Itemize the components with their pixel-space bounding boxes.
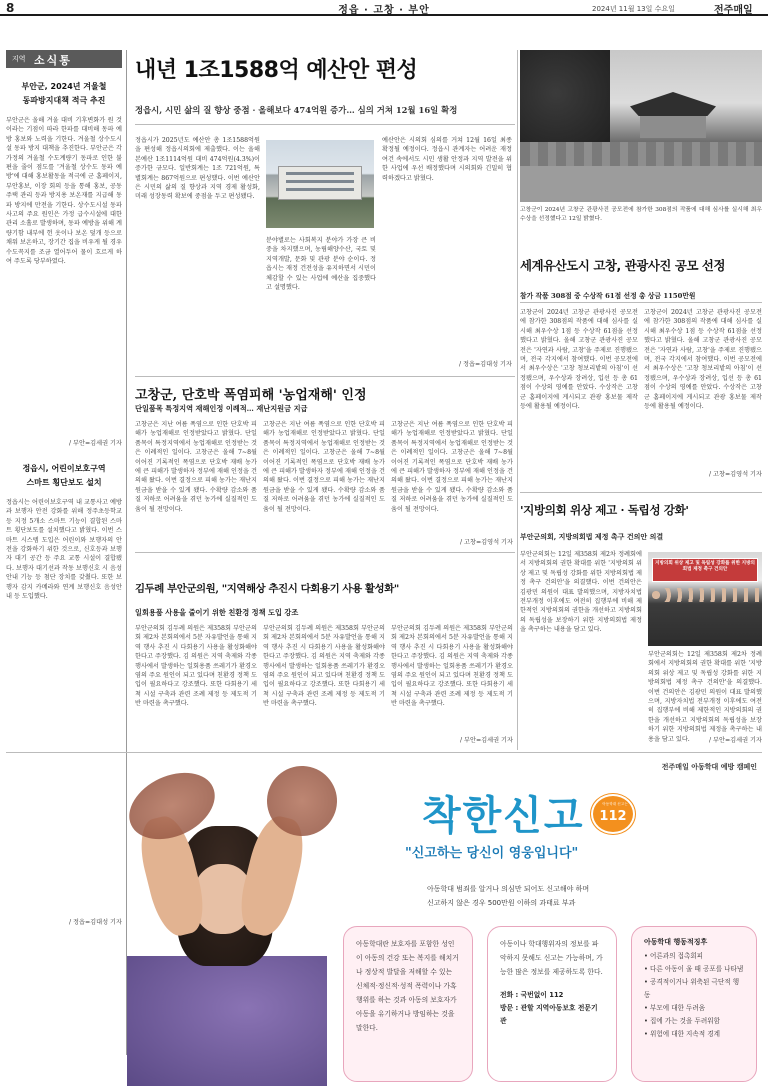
ad-signs-title: 아동학대 행동적징후: [644, 938, 708, 946]
ad-definition-text: 아동학대란 보호자를 포함한 성인이 아동의 건강 또는 복지를 해치거나 정상적 발달을 저해할 수 있는 신체적·정신적·성적 폭력이나 가혹행위를 하는 것과 아동의 보호자가 아동을 유기하거나 방임하는 것을 말한다.: [356, 940, 459, 1032]
list-item: • 공격적이거나 위축된 극단적 행동: [644, 978, 740, 999]
disaster-subhead: 단일품목 특정지역 재해인정 이례적… 재난지원금 지급: [135, 404, 308, 413]
ad-slogan: "신고하는 당신이 영웅입니다": [405, 846, 579, 861]
ad-report-visit: 방문 : 관할 지역아동보호 전문기관: [500, 1004, 598, 1025]
sidebar-story2-headline: 정읍시, 어린이보호구역 스마트 횡단보도 설치: [22, 464, 106, 487]
tourism-divider: [520, 302, 762, 303]
kim-subhead: 일회용품 사용을 줄이기 위한 친환경 정책 도입 강조: [135, 608, 299, 617]
ad-desc-line1: 아동학대 범죄를 알거나 의심만 되어도 신고해야 하며: [427, 885, 590, 893]
lead-body-right: 예산안은 시의회 심의를 거쳐 12월 16일 최종 확정될 예정이다. 정읍시 관계자는 어려운 재정 여건 속에서도 시민 생활 안정과 지역 발전을 위한 사업에 우선 배정했다며 시의회와 긴밀히 협력하겠다고 밝혔다.: [382, 137, 512, 182]
photo-caption: 고창군이 2024년 고창군 관광사진 공모전에 참가한 308점의 작품에 대해 심사를 실시해 최우수상을 선정했다고 12일 밝혔다.: [520, 207, 762, 222]
council-photo-banner: 지방의회 위상 제고 및 독립성 강화를 위한 지방의회법 제정 촉구 건의안: [655, 561, 755, 573]
sidebar-title: 소식통: [34, 54, 72, 67]
ad-info-box-report: [487, 926, 617, 1082]
ad-badge-caption: 아동학대 신고는: [602, 802, 628, 806]
kim-body-col3: 부안군의회 김두례 의원은 제358회 부안군의회 제2차 본회의에서 5분 자유발언을 통해 지역 행사 추진 시 다회용기 사용을 활성화해야 한다고 주장했다. 김 의원은 지역 축제와 각종 행사에서 발생하는 일회용품 쓰레기가 환경오염의 주요 원인이 되고 있다며 친환경 정책 도입이 필요하다고 강조했다. 또한 다회용기 세척 시설 구축과 관련 조례 제정 등 제도적 기반 마련을 촉구했다.: [391, 625, 513, 708]
tourism-byline: / 고창=김영석 기자: [708, 471, 762, 478]
sidebar-story1-body: 부안군은 올해 겨울 대비 기후변화가 원 것이라는 기점이 따라 한파를 대비해 동파 예방 홍보와 노력을 기한다. 겨울철 상수도시설 동파 방지 대책을 추진한다. 부안군은 각 가정의 겨울철 수도계량기 동파로 인한 불편을 줄이 점도를 '겨울철 상수도 동파 예방'에 대해 홍보활동을 적극에 군 홈페이지, 부안홍보, 이장 회의 등을 통해 홍보, 공동주택 관리 등과 방지용 보온재를 지급해 동파 방지에 만전을 기한다. 상수도시설 동파 사고의 주요 원인은 가정 급수시설에 대한 관리 소홀로 발생하며, 동파 예방을 위해 계량기함 내부에 헌 옷이나 보온 덮개 등으로 채워 보온하고, 장기간 집을 비우게 될 경우 수도꼭지를 조금 열어두어 물이 흐르게 하여 주도록 당부하였다.: [6, 117, 122, 266]
ad-campaign-label: 전주매일 아동학대 예방 캠페인: [661, 763, 757, 771]
list-item: • 위험에 대한 지속적 경계: [644, 1030, 720, 1038]
lead-byline: / 정읍=김대성 기자: [458, 361, 512, 368]
mid-column-divider: [517, 50, 518, 750]
ad-report-phone: 전화 : 국번없이 112: [500, 991, 564, 999]
ad-badge-number: 112: [599, 809, 627, 824]
lead-divider: [135, 124, 515, 125]
issue-date: 2024년 11월 13일 수요일: [592, 5, 675, 13]
tourism-body-right: 고창군이 2024년 고창군 관광사진 공모전에 참가한 308점의 작품에 대해 심사를 실시해 최우수상 1점 등 수상작 61점을 선정했다고 밝혔다. 올해 고창군 관광사진 공모전은 '자연과 사람, 고창'을 주제로 진행됐으며, 전국 각지에서 참여했다. 이번 공모전에서 최우수상은 '고창 청보리밭의 아침'이 선정됐으며, 우수상과 장려상, 입선 등 총 61점이 수상의 영예를 안았다. 수상작은 고창군 홈페이지에 게시되고 관광 홍보물 제작 등에 활용될 예정이다.: [644, 309, 762, 411]
lead-body-left: 정읍시가 2025년도 예산안 총 1조1588억원을 편성해 정읍시의회에 제출했다. 이는 올해 본예산 1조1114억원 대비 474억원(4.3%)이 증가한 규모다. 일반회계는 1조 721억원, 특별회계는 867억원으로 편성했다. 이번 예산안은 시민의 삶의 질 향상과 지역 경제 활성화, 미래 성장동력 확보에 중점을 두고 편성됐다.: [135, 137, 260, 201]
ad-signs-list: [644, 950, 744, 1041]
ad-desc-line2: 신고하지 않은 경우 500만원 이하의 과태료 부과: [427, 899, 576, 907]
ad-info-box-definition: [343, 926, 473, 1082]
ad-logo-text: 착한신고: [422, 793, 585, 839]
sidebar-story1-byline: / 부안=김세권 기자: [68, 440, 122, 447]
lead-headline: 내년 1조1588억 예산안 편성: [135, 58, 418, 83]
council-headline: '지방의회 위상 제고 · 독립성 강화': [520, 503, 689, 517]
lead-subhead: 정읍시, 시민 삶의 질 향상 중점 · 올해보다 474억원 증가… 심의 거쳐 12월 16일 확정: [135, 105, 458, 115]
sidebar-story1-headline: 부안군, 2024년 겨울철 동파방지대책 적극 추진: [21, 82, 107, 105]
council-body-right: 부안군의회는 12일 제358회 제2차 정례회에서 지방의회의 권한 확대를 위한 '지방의회 위상 제고 및 독립성 강화를 위한 지방의회법 제정 촉구 건의안'을 의결했다. 이번 건의안은 김광민 의원이 대표 발의했으며, 지방자치법 전부개정 이후에도 여전히 집행부에 비해 제한적인 지방의회의 권한을 개선하고 지방의회의 독립성을 보장하기 위한 지방의회법 제정을 촉구하는 내용을 담고 있다.: [648, 651, 762, 743]
sidebar-tag: 지역: [12, 55, 26, 63]
ad-photo-woman: [127, 756, 327, 1082]
list-item: • 다른 아동이 울 때 공포를 나타냄: [644, 965, 744, 973]
list-item: • 어른과의 접촉회피: [644, 952, 704, 960]
tourism-body-left: 고창군이 2024년 고창군 관광사진 공모전에 참가한 308점의 작품에 대해 심사를 실시해 최우수상 1점 등 수상작 61점을 선정했다고 밝혔다. 올해 고창군 관광사진 공모전은 '자연과 사람, 고창'을 주제로 진행됐으며, 전국 각지에서 참여했다. 이번 공모전에서 최우수상은 '고창 청보리밭의 아침'이 선정됐으며, 우수상과 장려상, 입선 등 총 61점이 수상의 영예를 안았다. 수상작은 고창군 홈페이지에 게시되고 관광 홍보물 제작 등에 활용될 예정이다.: [520, 309, 638, 411]
ad-112-badge: [591, 794, 635, 834]
kim-body-col1: 부안군의회 김두례 의원은 제358회 부안군의회 제2차 본회의에서 5분 자유발언을 통해 지역 행사 추진 시 다회용기 사용을 활성화해야 한다고 주장했다. 김 의원은 지역 축제와 각종 행사에서 발생하는 일회용품 쓰레기가 환경오염의 주요 원인이 되고 있다며 친환경 정책 도입이 필요하다고 강조했다. 또한 다회용기 세척 시설 구축과 관련 조례 제정 등 제도적 기반 마련을 촉구했다.: [135, 625, 257, 708]
sidebar-story2-byline: / 정읍=김대성 기자: [68, 919, 122, 926]
ad-top-divider: [6, 752, 762, 753]
sidebar-tag-bar: [6, 50, 122, 68]
disaster-body-col3: 고창군은 지난 여름 폭염으로 인한 단호박 피해가 농업재해로 인정받았다고 밝혔다. 단일품목이 특정지역에서 농업재해로 인정받는 것은 이례적인 일이다. 고창군은 올해 7~8월 이어진 기록적인 폭염으로 단호박 재배 농가에 큰 피해가 발생하자 정부에 재해 인정을 건의해 왔다. 이번 결정으로 피해 농가는 재난지원금을 받을 수 있게 됐다. 수확량 감소와 품질 저하로 어려움을 겪던 농가에 실질적인 도움이 될 전망이다.: [391, 421, 513, 513]
disaster-byline: / 고창=김영석 기자: [459, 539, 513, 546]
list-item: • 집에 가는 것을 두려워함: [644, 1017, 720, 1025]
ad-info-box-signs: [631, 926, 757, 1082]
sidebar-story2-body: 정읍시는 어린이보호구역 내 교통사고 예방과 보행자 안전 강화를 위해 정주초등학교 등 지정 5개소 스마트 기능이 결합된 스마트 횡단보도를 설치했다고 밝혔다. 이번 스마트 시스템 도입은 어린이와 보행자의 안전을 강화하기 위한 것으로, 신호등과 보행자 대기 공간 등 주요 교통 시설이 결합됐다. 보행자 대기선과 작동 보행신호 시 음성안내 기능 등 첨단 장치를 갖췄다. 또한 보행자 감지 카메라와 연계 보행신호 음성안내 등 도입했다.: [6, 499, 122, 601]
page-header: [0, 0, 768, 16]
council-group-photo: [648, 552, 762, 646]
ad-report-text: 아동이나 학대행위자의 정보를 파악하지 못해도 신고는 가능하며, 가능한 많은 정보를 제공하도록 한다.: [500, 940, 603, 976]
list-item: • 부모에 대한 두려움: [644, 1004, 706, 1012]
section-divider-2: [135, 552, 515, 553]
tourism-headline: 세계유산도시 고창, 관광사진 공모 선정: [520, 258, 726, 273]
council-byline: / 부안=김세권 기자: [708, 737, 762, 744]
kim-byline: / 부안=김세권 기자: [459, 737, 513, 744]
gochang-fortress-photo: [520, 50, 762, 202]
section-title: 정읍 · 고창 · 부안: [338, 5, 430, 16]
ad-campaign: [127, 756, 762, 1086]
kim-headline: 김두례 부안군의원, "지역해상 추진시 다회용기 사용 활성화": [135, 583, 399, 595]
disaster-body-col1: 고창군은 지난 여름 폭염으로 인한 단호박 피해가 농업재해로 인정받았다고 밝혔다. 단일품목이 특정지역에서 농업재해로 인정받는 것은 이례적인 일이다. 고창군은 올해 7~8월 이어진 기록적인 폭염으로 단호박 재배 농가에 큰 피해가 발생하자 정부에 재해 인정을 건의해 왔다. 이번 결정으로 피해 농가는 재난지원금을 받을 수 있게 됐다. 수확량 감소와 품질 저하로 어려움을 겪던 농가에 실질적인 도움이 될 전망이다.: [135, 421, 257, 513]
lead-body-mid: 분야별로는 사회복지 분야가 가장 큰 비중을 차지했으며, 농림해양수산, 국토 및 지역개발, 문화 및 관광 분야 순이다. 정읍시는 재정 건전성을 유지하면서 시민이 체감할 수 있는 사업에 예산을 집중했다고 설명했다.: [266, 237, 376, 292]
disaster-body-col2: 고창군은 지난 여름 폭염으로 인한 단호박 피해가 농업재해로 인정받았다고 밝혔다. 단일품목이 특정지역에서 농업재해로 인정받는 것은 이례적인 일이다. 고창군은 올해 7~8월 이어진 기록적인 폭염으로 단호박 재배 농가에 큰 피해가 발생하자 정부에 재해 인정을 건의해 왔다. 이번 결정으로 피해 농가는 재난지원금을 받을 수 있게 됐다. 수확량 감소와 품질 저하로 어려움을 겪던 농가에 실질적인 도움이 될 전망이다.: [263, 421, 385, 513]
section-divider: [135, 376, 515, 377]
tourism-subhead: 참가 작품 308점 중 수상작 61점 선정 총 상금 1150만원: [520, 292, 696, 300]
kim-body-col2: 부안군의회 김두례 의원은 제358회 부안군의회 제2차 본회의에서 5분 자유발언을 통해 지역 행사 추진 시 다회용기 사용을 활성화해야 한다고 주장했다. 김 의원은 지역 축제와 각종 행사에서 발생하는 일회용품 쓰레기가 환경오염의 주요 원인이 되고 있다며 친환경 정책 도입이 필요하다고 강조했다. 또한 다회용기 세척 시설 구축과 관련 조례 제정 등 제도적 기반 마련을 촉구했다.: [263, 625, 385, 708]
council-body: 부안군의회는 12일 제358회 제2차 정례회에서 지방의회의 권한 확대를 위한 '지방의회 위상 제고 및 독립성 강화를 위한 지방의회법 제정 촉구 건의안'을 의결했다. 이번 건의안은 김광민 의원이 대표 발의했으며, 지방자치법 전부개정 이후에도 여전히 집행부에 비해 제한적인 지방의회의 권한을 개선하고 지방의회의 독립성을 보장하기 위한 지방의회법 제정을 촉구하는 내용을 담고 있다.: [520, 551, 642, 634]
city-hall-photo: [266, 140, 374, 228]
newspaper-brand: 전주매일: [714, 5, 753, 16]
sidebar-news: [6, 50, 122, 1055]
council-divider-top: [520, 492, 762, 493]
page-number: 8: [6, 1, 15, 15]
council-subhead: 부안군의회, 지방의회법 제정 촉구 건의안 의결: [520, 532, 664, 541]
disaster-headline: 고창군, 단호박 폭염피해 '농업재해' 인정: [135, 388, 367, 403]
